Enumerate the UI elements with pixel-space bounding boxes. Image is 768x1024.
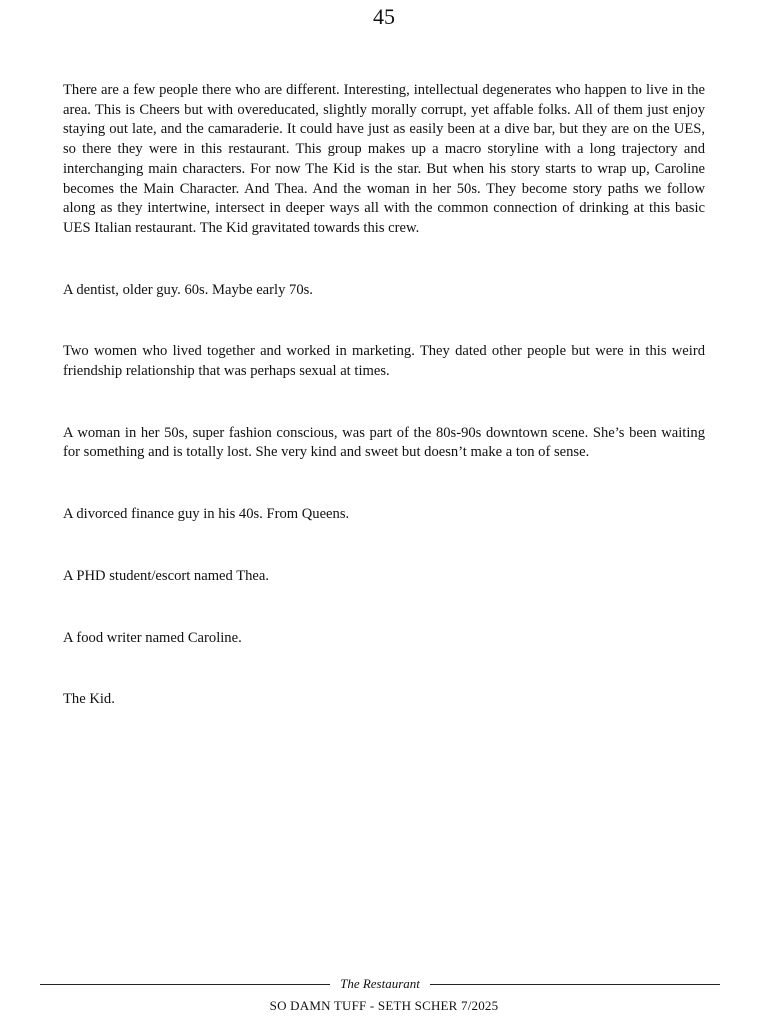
footer-title-row [40,975,720,993]
footer-title: The Restaurant [340,976,420,991]
footer-rule-right [430,984,720,985]
paragraph-woman-50s: A woman in her 50s, super fashion conscious, was part of the 80s-90s downtown scene. She’s been waiting for something and is totally lost. She very kind and sweet but doesn’t make a ton of sense. [63,424,705,461]
paragraph-caroline: A food writer named Caroline. [63,629,242,646]
paragraph-the-kid: The Kid. [63,691,115,708]
paragraph-thea: A PHD student/escort named Thea. [63,567,270,584]
document-body [63,81,705,710]
footer-credit: SO DAMN TUFF - SETH SCHER 7/2025 [269,998,499,1013]
paragraph-intro: There are a few people there who are different. Interesting, intellectual degenerates who happen to live in the area. This is Cheers but with overeducated, slightly morally corrupt, yet affable folks. All of them just enjoy staying out late, and the camaraderie. It could have just as easily been at a dive bar, but they are on the UES, so there they were in this restaurant. This group makes up a macro storyline with a long trajectory and interchanging main characters. For now The Kid is the star. But when his story starts to wrap up, Caroline becomes the Main Character. And Thea. And the woman in her 50s. They become story paths we follow along as they intertwine, intersect in deeper ways all with the common connection of drinking at this basic UES Italian restaurant. The Kid gravitated towards this crew. [63,82,705,236]
paragraph-finance-guy: A divorced finance guy in his 40s. From Queens. [63,506,350,523]
paragraph-two-women: Two women who lived together and worked in marketing. They dated other people but were in this weird friendship relationship that was perhaps sexual at times. [63,343,705,380]
page-number: 45 [373,4,395,29]
footer-rule-left [40,984,330,985]
paragraph-dentist: A dentist, older guy. 60s. Maybe early 70s. [63,281,313,298]
